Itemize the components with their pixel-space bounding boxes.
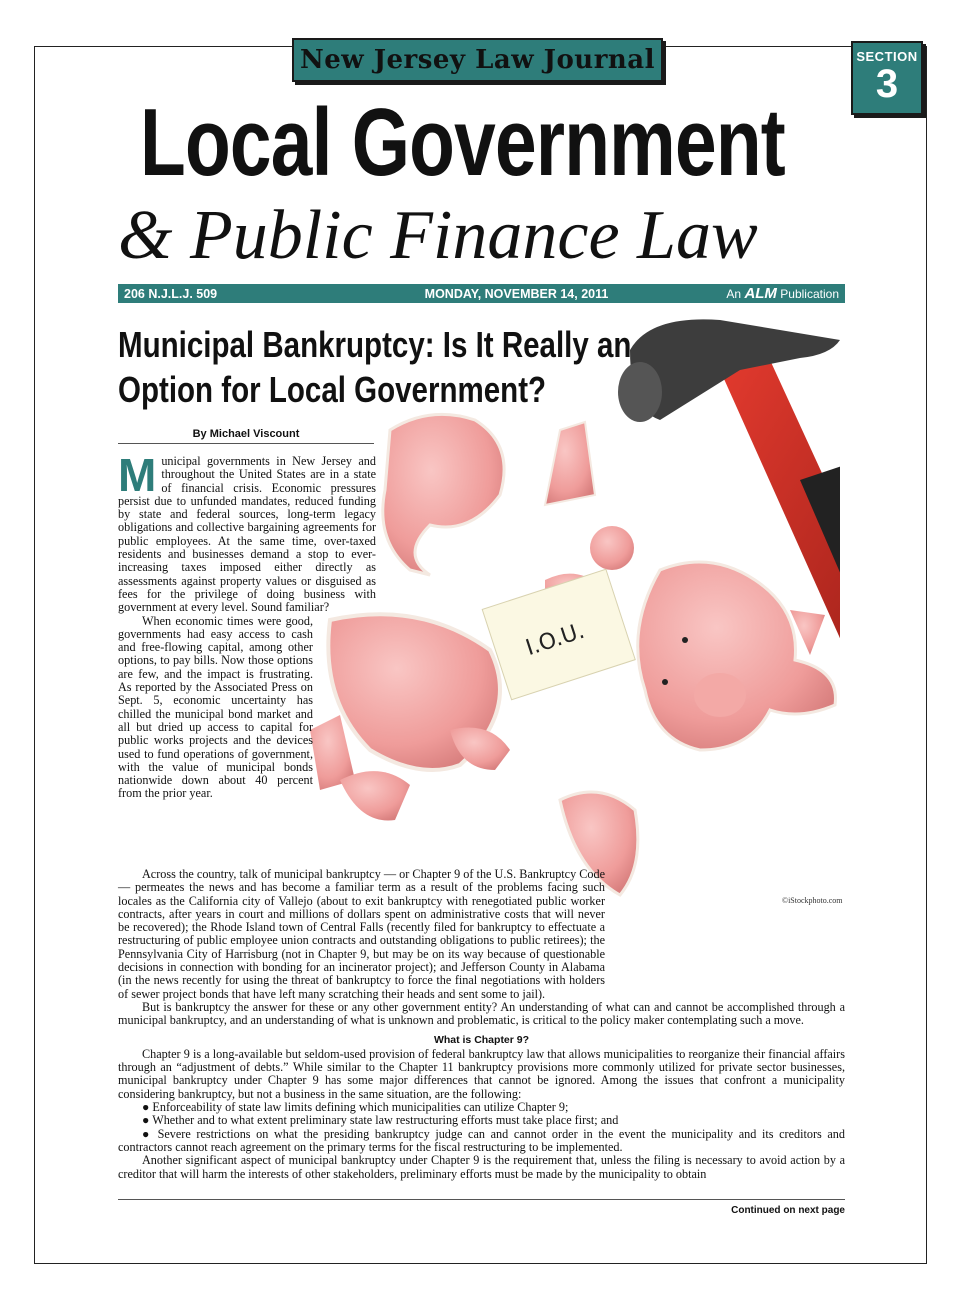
- publisher-credit: [709, 285, 839, 302]
- issue-date: MONDAY, NOVEMBER 14, 2011: [424, 286, 609, 301]
- iou-note-icon: [482, 569, 635, 700]
- section-number: 3: [875, 62, 899, 106]
- section-subhead: What is Chapter 9?: [433, 1033, 530, 1046]
- bullet-item: ● Severe restrictions on what the presiding bankruptcy judge can and cannot order in the event the municipality and its creditors and contractors cannot reach agreement on the primary terms for the fiscal restructuring to be implemented.: [118, 1126, 845, 1154]
- article-paragraph-6: Another significant aspect of municipal bankruptcy under Chapter 9 is the requirement that, unless the filing is necessary to avoid action by a creditor that will harm the interests of other stakeholders, preliminary efforts must be made by the municipality to obtain: [118, 1153, 845, 1181]
- article-paragraph-3: Across the country, talk of municipal bankruptcy — or Chapter 9 of the U.S. Bankruptcy Code — permeates the news and has become a familiar term as a result of the problems facing such locales as the California city of Vallejo (about to exit bankruptcy with renegotiated public worker contracts, after years in court and millions of dollars spent on administrative costs that will never be recovered); the Rhode Island town of Central Falls (recently filed for bankruptcy to effectuate a restructuring of public employee union contracts and outstanding obligations to public retirees); the Pennsylvania City of Harrisburg (not in Chapter 9, but may be on its way because of questionable decisions in connection with bonding for an incinerator project); and Jefferson County in Alabama (in the news recently for using the threat of bankruptcy to force the final negotiations with holders of sewer project bonds that have left many scratching their heads and sent some to jail).: [118, 867, 605, 1001]
- bullet-item: ● Whether and to what extent preliminary state law restructuring efforts must take place first; and: [142, 1113, 619, 1128]
- shard-icon: [383, 414, 504, 575]
- shard-icon: [590, 526, 634, 570]
- bullet-text: Enforceability of state law limits defining which municipalities can utilize Chapter 9;: [152, 1100, 569, 1115]
- drop-cap: M: [118, 449, 157, 501]
- section-subtitle: & Public Finance Law: [118, 197, 758, 274]
- article-body: [118, 868, 845, 1181]
- bullet-text: Whether and to what extent preliminary state law restructuring efforts must take place first; and: [152, 1113, 619, 1128]
- continued-link[interactable]: Continued on next page: [118, 1199, 845, 1216]
- publisher-suffix: Publication: [780, 287, 839, 301]
- info-bar: [118, 284, 845, 303]
- intro-paragraph: [118, 449, 376, 615]
- article-headline: [118, 322, 632, 412]
- bullet-item: ● Enforceability of state law limits defining which municipalities can utilize Chapter 9;: [142, 1100, 569, 1115]
- section-badge: [851, 41, 923, 115]
- piggy-head-icon: [638, 562, 836, 750]
- article-paragraph-5: Chapter 9 is a long-available but seldom-used provision of federal bankruptcy law that allows municipalities to reorganize their financial affairs through an “adjustment of debts.” While similar to the Chapter 11 bankruptcy provisions more commonly utilized for private sector businesses, municipal bankruptcy under Chapter 9 has some major differences that cannot be ignored. Among the issues that confront a municipality considering bankruptcy, but not a business in the same situation, are the following:: [118, 1046, 845, 1101]
- intro-column: [118, 449, 376, 801]
- intro-text: unicipal governments in New Jersey and throughout the United States are in a state of financial crisis. Economic pressures persist due to unfunded mandates, reduced funding by state and federal sources, long-term legacy obligations and collective bargaining agreements for public employees. At the same time, over-taxed residents and businesses demand a stop to ever-increasing taxes imposed either directly as assessments against property values or disguised as fees for the privilege of doing business with government at every level. Sound familiar?: [118, 454, 376, 615]
- photo-credit: ©iStockphoto.com: [782, 896, 843, 905]
- section-label: SECTION: [856, 49, 918, 64]
- bullet-text: Severe restrictions on what the presiding bankruptcy judge can and cannot order in the event the municipality and its creditors and contractors cannot reach agreement on the primary terms for the fiscal restructuring to be implemented.: [118, 1126, 845, 1154]
- article-paragraph-4: But is bankruptcy the answer for these or any other government entity? An understanding of what can and cannot be accomplished through a municipal bankruptcy, and an understanding of what is unknown and problematic, is critical to the policy maker contemplating such a move.: [118, 999, 845, 1028]
- citation: 206 N.J.L.J. 509: [124, 286, 218, 301]
- masthead: [292, 38, 663, 82]
- section-title: Local Government: [140, 89, 785, 196]
- headline-line-1: Municipal Bankruptcy: Is It Really an: [118, 324, 632, 365]
- shard-icon: [545, 422, 595, 505]
- article-paragraph-2: When economic times were good, governments had easy access to cash and free-flowing capital, among other options, to pay bills. Now those options are few, and the impact is frustrating. As reported by the Associated Press on Sept. 5, economic uncertainty has chilled the municipal bond market and all but dried up access to capital for public works projects and the devices used to fund operations of government, with the value of municipal bonds nationwide down about 40 percent from the prior year.: [118, 613, 313, 801]
- masthead-name: New Jersey Law Journal: [299, 45, 656, 75]
- headline-line-2: Option for Local Government?: [118, 369, 547, 410]
- publisher-brand: ALM: [744, 285, 777, 302]
- publisher-prefix: An: [726, 287, 742, 301]
- iou-note-text: I.O.U.: [522, 618, 588, 662]
- byline: By Michael Viscount: [118, 428, 374, 444]
